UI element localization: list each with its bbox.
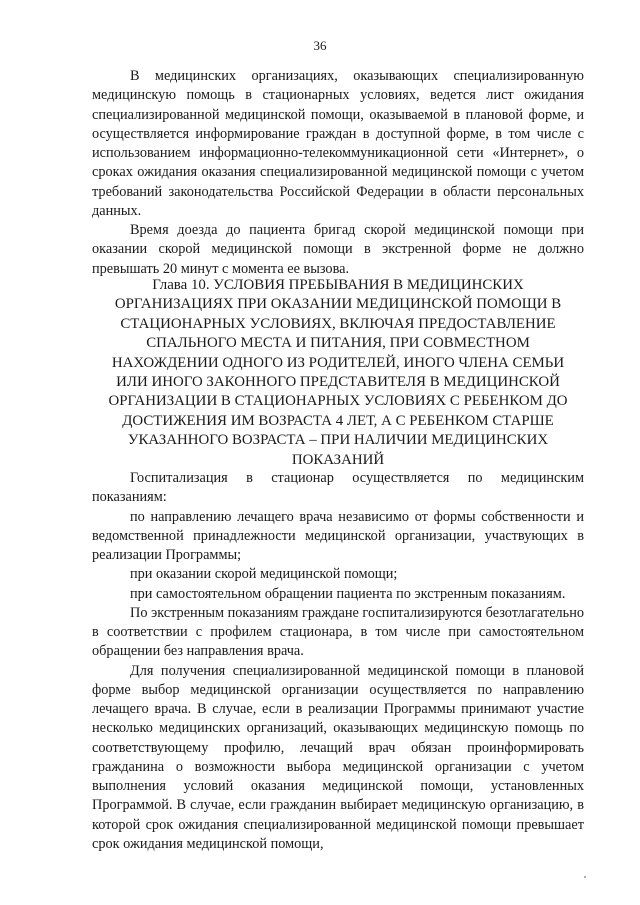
chapter-heading — [92, 276, 584, 470]
chapter-heading-line: ОРГАНИЗАЦИЯХ ПРИ ОКАЗАНИИ МЕДИЦИНСКОЙ ПОМОЩИ В — [114, 296, 562, 313]
chapter-heading-line: СТАЦИОНАРНЫХ УСЛОВИЯХ, ВКЛЮЧАЯ ПРЕДОСТАВЛЕНИЕ — [120, 315, 556, 332]
chapter-heading-line: ПОКАЗАНИЙ — [291, 451, 385, 468]
chapter-heading-line: УКАЗАННОГО ВОЗРАСТА – ПРИ НАЛИЧИИ МЕДИЦИНСКИХ — [127, 432, 549, 449]
intro-section — [92, 67, 584, 279]
scan-dot — [584, 876, 586, 878]
list-item-self-referral: при самостоятельном обращении пациента по экстренным показаниям. — [130, 585, 566, 602]
paragraph-ambulance-time: Время доезда до пациента бригад скорой медицинской помощи при оказании скорой медицинской помощи в экстренной форме не должно превышать 20 минут с момента ее вызова. — [92, 222, 584, 277]
chapter-heading-line: Глава 10. УСЛОВИЯ ПРЕБЫВАНИЯ В МЕДИЦИНСКИХ — [152, 277, 524, 293]
paragraph-waiting-list: В медицинских организациях, оказывающих специализированную медицинскую помощь в стационарных условиях, ведется лист ожидания специализированной медицинской помощи, оказываемой в плановой форме, и осуществляется информирование граждан в доступной форме, в том числе с использованием информационно-телекоммуникационной сети «Интернет», о сроках ожидания оказания специализированной медицинской помощи с учетом требований законодательства Российской Федерации в области персональных данных. — [92, 68, 584, 219]
chapter-heading-line: СПАЛЬНОГО МЕСТА И ПИТАНИЯ, ПРИ СОВМЕСТНОМ — [146, 335, 530, 352]
paragraph-hospitalization-grounds: Госпитализация в стационар осуществляется по медицинским показаниям: — [92, 470, 584, 506]
list-item-emergency-care: при оказании скорой медицинской помощи; — [130, 566, 398, 583]
paragraph-emergency-admission: По экстренным показаниям граждане госпитализируются безотлагательно в соответствии с профилем стационара, в том числе при самостоятельном обращении без направления врача. — [92, 604, 584, 660]
chapter-heading-line: ОРГАНИЗАЦИИ В СТАЦИОНАРНЫХ УСЛОВИЯХ С РЕБЕНКОМ ДО — [108, 393, 568, 410]
page-number: 36 — [313, 38, 327, 53]
hospitalization-section — [92, 469, 584, 854]
chapter-heading-line: ИЛИ ИНОГО ЗАКОННОГО ПРЕДСТАВИТЕЛЯ В МЕДИЦИНСКОЙ — [116, 374, 560, 391]
chapter-heading-line: НАХОЖДЕНИИ ОДНОГО ИЗ РОДИТЕЛЕЙ, ИНОГО ЧЛЕНА СЕМЬИ — [111, 354, 565, 371]
list-item-referral: по направлению лечащего врача независимо от формы собственности и ведомственной принадлежности медицинской организации, участвующих в реализации Программы; — [92, 508, 584, 563]
chapter-heading-line: ДОСТИЖЕНИЯ ИМ ВОЗРАСТА 4 ЛЕТ, А С РЕБЕНКОМ СТАРШЕ — [122, 412, 554, 429]
paragraph-planned-care-choice: Для получения специализированной медицинской помощи в плановой форме выбор медицинской организации осуществляется по направлению лечащего врача. В случае, если в реализации Программы принимают участие несколько медицинских организаций, оказывающих медицинскую помощь по соответствующему профилю, лечащий врач обязан проинформировать гражданина о возможности выбора медицинской организации с учетом выполнения условий оказания медицинской помощи, установленных Программой. В случае, если гражданин выбирает медицинскую организацию, в которой срок ожидания специализированной медицинской помощи превышает срок ожидания медицинской помощи, — [92, 662, 584, 852]
